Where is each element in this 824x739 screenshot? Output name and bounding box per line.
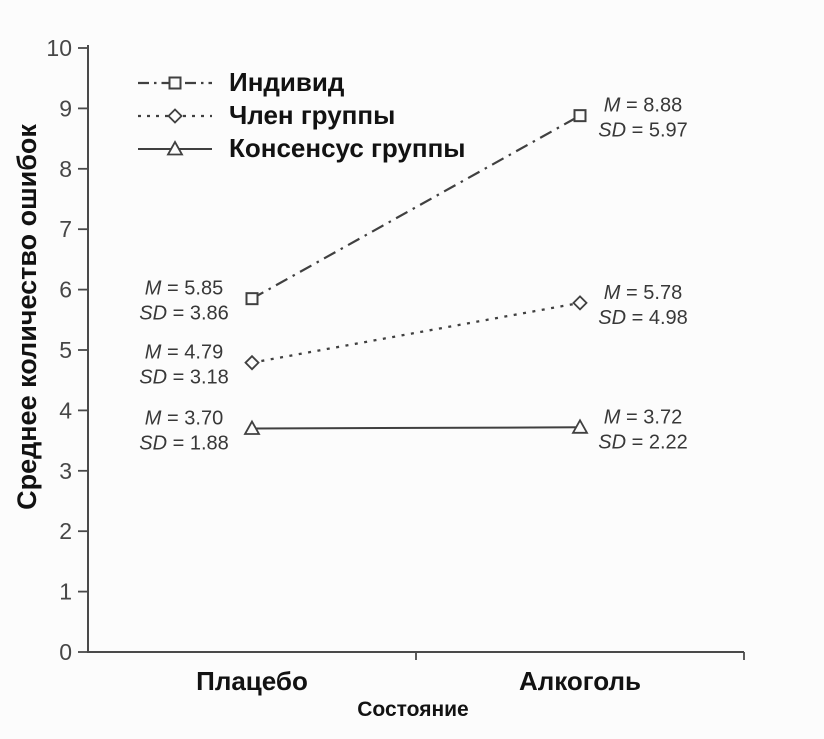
x-category-label: Алкоголь [518, 666, 642, 696]
y-tick-label: 4 [59, 397, 72, 424]
stat-label: SD = 4.98 [598, 306, 688, 329]
y-tick-label: 7 [59, 216, 72, 243]
y-tick-label: 9 [59, 95, 72, 122]
stat-label: SD = 2.22 [598, 431, 688, 454]
stat-label: M = 5.85 [144, 277, 224, 300]
stat-label: M = 3.70 [144, 407, 224, 430]
x-axis-title: Состояние [357, 698, 469, 721]
legend-label-individual: Индивид [229, 67, 345, 97]
y-tick-label: 1 [59, 578, 72, 605]
chart-legend [136, 66, 465, 165]
stat-label: M = 8.88 [603, 94, 683, 117]
y-tick-label: 6 [59, 276, 72, 303]
y-tick-label: 3 [59, 457, 72, 484]
y-tick-label: 10 [46, 35, 72, 61]
legend-item-individual [136, 66, 465, 99]
legend-item-group-consensus [136, 132, 465, 165]
marker-diamond-icon [574, 296, 587, 309]
y-tick-label: 5 [59, 337, 72, 363]
stat-label: SD = 1.88 [139, 432, 229, 455]
marker-square-icon [575, 110, 586, 121]
y-tick-label: 2 [59, 518, 72, 545]
legend-label-group-member: Член группы [229, 100, 396, 130]
x-category-label: Плацебо [196, 666, 308, 696]
marker-square-icon [170, 77, 181, 88]
stat-label: SD = 3.86 [139, 302, 229, 325]
legend-dashdot-line-square-marker-icon [136, 71, 214, 95]
legend-solid-line-triangle-marker-icon [136, 137, 214, 161]
marker-diamond-icon [246, 356, 259, 369]
y-tick-label: 8 [59, 155, 72, 182]
legend-label-group-consensus: Консенсус группы [229, 133, 466, 163]
stat-label: SD = 5.97 [598, 119, 688, 142]
legend-dotted-line-diamond-marker-icon [136, 104, 214, 128]
y-axis-title: Среднее количество ошибок [12, 124, 42, 510]
marker-diamond-icon [169, 109, 182, 122]
y-tick-label: 0 [59, 639, 72, 665]
series-line-diamond [252, 303, 580, 363]
stat-label: M = 4.79 [144, 341, 224, 364]
stat-label: M = 3.72 [603, 406, 683, 429]
marker-square-icon [247, 293, 258, 304]
stat-label: M = 5.78 [603, 281, 683, 304]
stat-label: SD = 3.18 [139, 366, 229, 389]
legend-item-group-member [136, 99, 465, 132]
series-line-triangle [252, 427, 580, 428]
